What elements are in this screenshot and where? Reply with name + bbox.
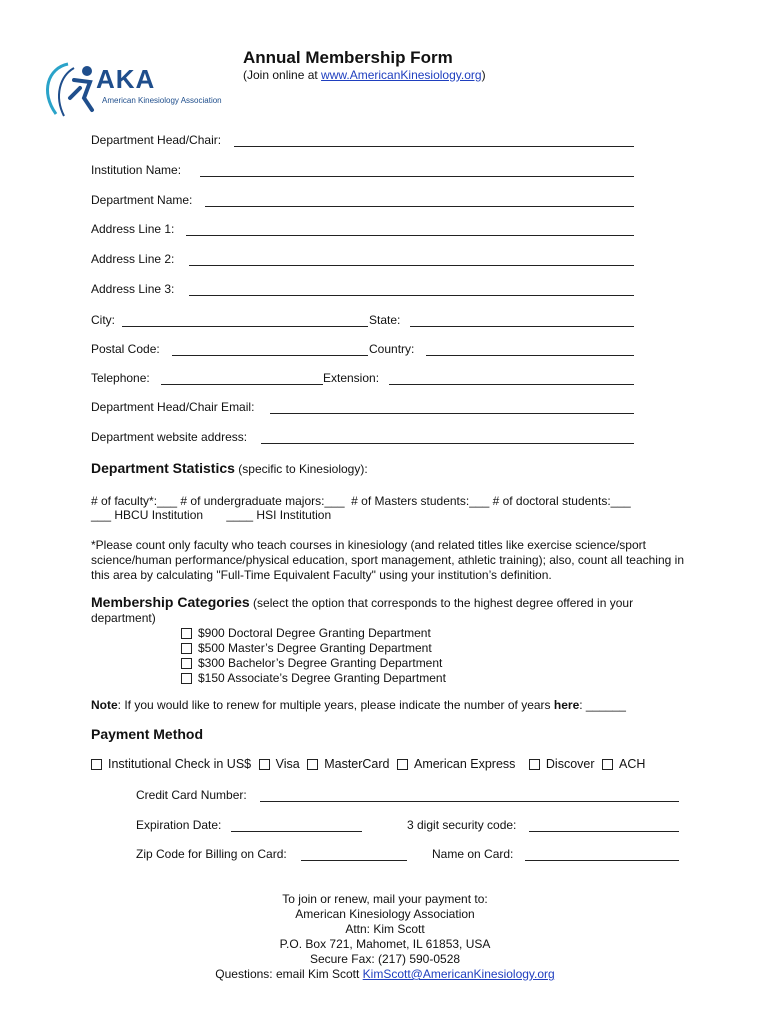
checkbox[interactable] — [181, 673, 192, 684]
option-label: $300 Bachelor’s Degree Granting Department — [198, 656, 443, 670]
aka-logo — [30, 58, 225, 124]
option-label: Discover — [545, 757, 595, 771]
website-link[interactable]: www.AmericanKinesiology.org — [321, 68, 482, 82]
note-label: Note — [91, 698, 118, 712]
page-title: Annual Membership Form — [243, 48, 453, 67]
postal-field[interactable] — [172, 355, 368, 356]
email-label: Department Head/Chair Email: — [91, 400, 255, 414]
address1-field[interactable] — [186, 235, 634, 236]
address1-label: Address Line 1: — [91, 222, 175, 236]
dept-name-label: Department Name: — [91, 193, 193, 207]
zip-label: Zip Code for Billing on Card: — [136, 847, 287, 861]
note-end: : ______ — [579, 698, 626, 712]
membership-option[interactable] — [181, 626, 446, 641]
stats-line-1: # of faculty*:___ # of undergraduate majors:___ # of Masters students:___ # of doctoral students:___ — [91, 494, 631, 508]
option-label: $150 Associate’s Degree Granting Department — [198, 671, 446, 685]
telephone-label: Telephone: — [91, 371, 150, 385]
join-suffix: ) — [481, 68, 486, 82]
stats-heading-title: Department Statistics — [91, 460, 235, 476]
questions-prefix: Questions: email Kim Scott — [215, 967, 363, 981]
membership-option[interactable] — [181, 641, 446, 656]
mail-questions — [85, 967, 685, 982]
payment-option-ach[interactable] — [602, 757, 645, 771]
name-on-card-field[interactable] — [525, 860, 679, 861]
card-number-field[interactable] — [260, 801, 679, 802]
payment-option-check[interactable] — [91, 757, 251, 771]
option-label: American Express — [413, 757, 516, 771]
mail-line-2: American Kinesiology Association — [295, 907, 475, 921]
postal-label: Postal Code: — [91, 342, 160, 356]
name-on-card-label: Name on Card: — [432, 847, 514, 861]
contact-email-link[interactable]: KimScott@AmericanKinesiology.org — [362, 967, 555, 981]
stats-heading-note: (specific to Kinesiology): — [234, 462, 368, 476]
option-label: Institutional Check in US$ — [108, 757, 252, 771]
membership-options — [181, 626, 446, 686]
membership-heading — [91, 595, 691, 626]
payment-option-amex[interactable] — [397, 757, 515, 771]
mail-line-1: To join or renew, mail your payment to: — [282, 892, 488, 906]
institution-field[interactable] — [200, 176, 634, 177]
expiration-field[interactable] — [231, 831, 362, 832]
zip-field[interactable] — [301, 860, 407, 861]
membership-heading-note: (select the option that corresponds to the highest degree offered in your department) — [91, 596, 634, 625]
checkbox[interactable] — [181, 643, 192, 654]
join-prefix: (Join online at — [243, 68, 322, 82]
payment-option-visa[interactable] — [259, 757, 300, 771]
expiration-label: Expiration Date: — [136, 818, 222, 832]
mail-line-4: P.O. Box 721, Mahomet, IL 61853, USA — [279, 937, 491, 951]
extension-label: Extension: — [323, 371, 380, 385]
logo-acronym: AKA — [96, 64, 156, 94]
institution-label: Institution Name: — [91, 163, 182, 177]
country-label: Country: — [369, 342, 415, 356]
payment-methods — [91, 757, 645, 772]
security-code-field[interactable] — [529, 831, 679, 832]
payment-heading: Payment Method — [91, 726, 204, 742]
logo-org-name: American Kinesiology Association — [102, 96, 222, 105]
checkbox[interactable] — [307, 759, 318, 770]
extension-field[interactable] — [389, 384, 634, 385]
address3-field[interactable] — [189, 295, 634, 296]
address2-label: Address Line 2: — [91, 252, 175, 266]
checkbox[interactable] — [259, 759, 270, 770]
option-label: $500 Master’s Degree Granting Department — [198, 641, 432, 655]
option-label: $900 Doctoral Degree Granting Department — [198, 626, 431, 640]
payment-option-discover[interactable] — [529, 757, 595, 771]
telephone-field[interactable] — [161, 384, 323, 385]
card-number-label: Credit Card Number: — [136, 788, 247, 802]
dept-head-field[interactable] — [234, 146, 634, 147]
stats-line-2: ___ HBCU Institution ____ HSI Institution — [91, 508, 332, 522]
country-field[interactable] — [426, 355, 634, 356]
payment-option-mastercard[interactable] — [307, 757, 389, 771]
email-field[interactable] — [270, 413, 634, 414]
stats-heading — [91, 460, 368, 478]
note-text: : If you would like to renew for multiple years, please indicate the number of years — [117, 698, 554, 712]
note-here: here — [553, 698, 580, 712]
membership-heading-title: Membership Categories — [91, 594, 250, 610]
checkbox[interactable] — [602, 759, 613, 770]
city-label: City: — [91, 313, 115, 327]
mail-line-3: Attn: Kim Scott — [345, 922, 425, 936]
state-label: State: — [369, 313, 401, 327]
address3-label: Address Line 3: — [91, 282, 175, 296]
stats-footnote: *Please count only faculty who teach courses in kinesiology (and related titles like exercise science/sport science/human performance/physical education, sport management, athletic training); also, count all teaching in this area by calculating "Full-Time Equivalent Faculty" using your institution’s definition. — [91, 538, 684, 582]
membership-option[interactable] — [181, 671, 446, 686]
city-field[interactable] — [122, 326, 368, 327]
option-label: Visa — [275, 757, 300, 771]
renew-note — [91, 698, 626, 713]
option-label: MasterCard — [324, 757, 390, 771]
security-code-label: 3 digit security code: — [407, 818, 517, 832]
membership-option[interactable] — [181, 656, 446, 671]
dept-head-label: Department Head/Chair: — [91, 133, 222, 147]
aka-logo-icon — [30, 58, 100, 124]
checkbox[interactable] — [529, 759, 540, 770]
checkbox[interactable] — [397, 759, 408, 770]
checkbox[interactable] — [181, 628, 192, 639]
dept-name-field[interactable] — [205, 206, 634, 207]
option-label: ACH — [619, 757, 646, 771]
website-field[interactable] — [261, 443, 634, 444]
checkbox[interactable] — [181, 658, 192, 669]
join-online-text — [243, 68, 486, 83]
checkbox[interactable] — [91, 759, 102, 770]
mailing-info — [85, 892, 685, 982]
state-field[interactable] — [410, 326, 634, 327]
address2-field[interactable] — [189, 265, 634, 266]
mail-line-5: Secure Fax: (217) 590-0528 — [309, 952, 461, 966]
website-label: Department website address: — [91, 430, 248, 444]
